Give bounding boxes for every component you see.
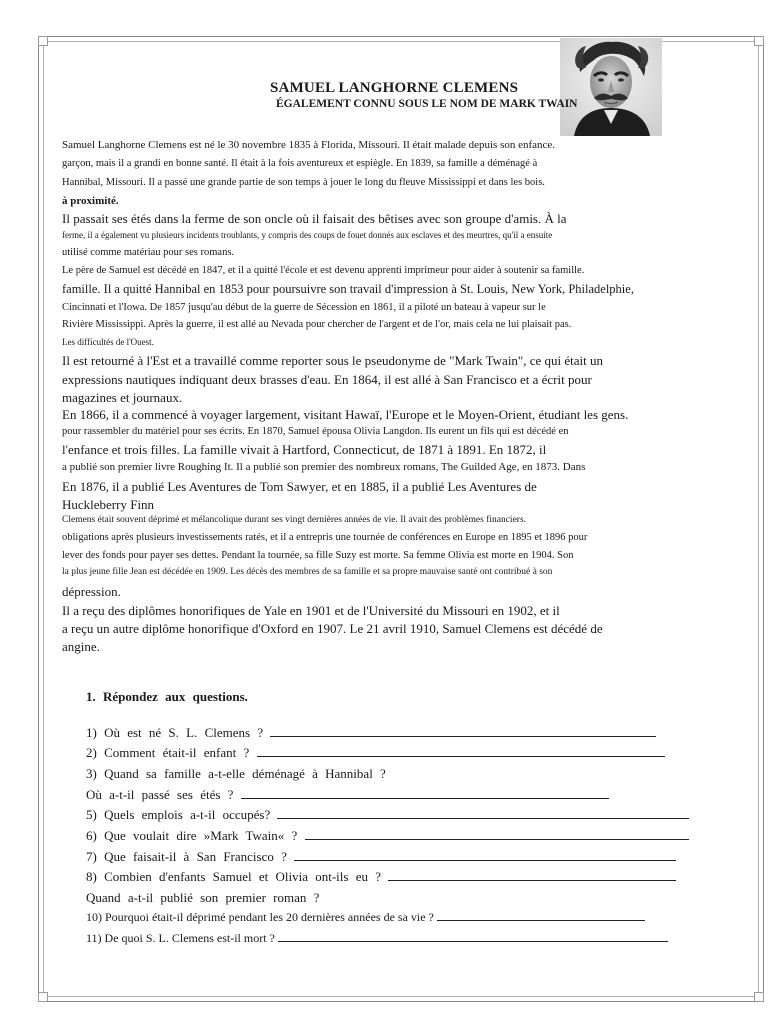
body-line: En 1876, il a publié Les Aventures de Tom Sawyer, et en 1885, il a publié Les Aventures de <box>62 479 537 494</box>
body-line: a publié son premier livre Roughing It. Il a publié son premier des nombreux romans, The Guilded Age, en 1873. Dans <box>62 461 586 473</box>
answer-blank[interactable] <box>294 850 676 861</box>
mark-twain-portrait <box>560 38 662 136</box>
body-line: Huckleberry Finn <box>62 497 155 512</box>
question-10 <box>86 910 645 925</box>
body-line: Le père de Samuel est décédé en 1847, et il a quitté l'école et est devenu apprenti imprimeur pour aider à soutenir sa famille. <box>62 265 585 276</box>
body-line: Hannibal, Missouri. Il a passé une grande partie de son temps à jouer le long du fleuve Mississippi et dans les bois. <box>62 177 545 188</box>
question-11 <box>86 931 668 946</box>
question-4 <box>86 787 609 803</box>
body-line: Les difficultés de l'Ouest. <box>62 337 154 347</box>
body-line: expressions nautiques indiquant deux brasses d'eau. En 1864, il est allé à San Francisco et a écrit pour <box>62 372 592 387</box>
border-corner <box>754 992 764 1002</box>
answer-blank[interactable] <box>241 788 609 799</box>
question-8 <box>86 869 676 885</box>
question-7 <box>86 849 676 865</box>
body-line: à proximité. <box>62 195 119 207</box>
body-line: En 1866, il a commencé à voyager largement, visitant Hawaï, l'Europe et le Moyen-Orient, étudiant les gens. <box>62 407 629 422</box>
body-line: Il a reçu des diplômes honorifiques de Yale en 1901 et de l'Université du Missouri en 1902, et il <box>62 603 560 618</box>
answer-blank[interactable] <box>270 726 656 737</box>
question-text: 1) Où est né S. L. Clemens ? <box>86 725 264 740</box>
body-line: angine. <box>62 639 100 654</box>
answer-blank[interactable] <box>388 870 676 881</box>
question-text: 6) Que voulait dire »Mark Twain« ? <box>86 828 298 843</box>
exercise-heading: 1. Répondez aux questions. <box>86 689 248 704</box>
question-text: 8) Combien d'enfants Samuel et Olivia ont-ils eu ? <box>86 869 382 884</box>
body-line: Samuel Langhorne Clemens est né le 30 novembre 1835 à Florida, Missouri. Il était malade depuis son enfance. <box>62 139 556 151</box>
question-text: 7) Que faisait-il à San Francisco ? <box>86 849 287 864</box>
question-text: 5) Quels emplois a-t-il occupés? <box>86 807 271 822</box>
body-line: ferme, il a également vu plusieurs incidents troublants, y compris des coups de fouet donnés aux esclaves et des meurtres, qu'il a ensuite <box>62 230 553 240</box>
body-line: a reçu un autre diplôme honorifique d'Oxford en 1907. Le 21 avril 1910, Samuel Clemens est décédé de <box>62 621 603 636</box>
question-9: Quand a-t-il publié son premier roman ? <box>86 890 320 905</box>
question-5 <box>86 807 689 823</box>
body-line: utilisé comme matériau pour ses romans. <box>62 247 235 258</box>
body-line: la plus jeune fille Jean est décédée en 1909. Les décès des membres de sa famille et sa propre mauvaise santé ont contribué à son <box>62 567 553 577</box>
body-line: garçon, mais il a grandi en bonne santé. Il était à la fois aventureux et espiègle. En 1839, sa famille a déménagé à <box>62 158 538 169</box>
body-line: pour rassembler du matériel pour ses écrits. En 1870, Samuel épousa Olivia Langdon. Ils eurent un fils qui est décédé en <box>62 426 569 437</box>
question-text: 11) De quoi S. L. Clemens est-il mort ? <box>86 931 275 945</box>
body-line: Rivière Mississippi. Après la guerre, il est allé au Nevada pour chercher de l'argent et de l'or, mais cela ne lui plaisait pas. <box>62 319 572 330</box>
answer-blank[interactable] <box>277 808 689 819</box>
body-line: Cincinnati et l'Iowa. De 1857 jusqu'au début de la guerre de Sécession en 1861, il a piloté un bateau à vapeur sur le <box>62 302 546 313</box>
border-corner <box>38 36 48 46</box>
answer-blank[interactable] <box>305 829 689 840</box>
question-3: 3) Quand sa famille a-t-elle déménagé à Hannibal ? <box>86 766 386 781</box>
answer-blank[interactable] <box>257 746 665 757</box>
answer-blank[interactable] <box>437 910 645 921</box>
answer-blank[interactable] <box>278 931 668 942</box>
body-line: magazines et journaux. <box>62 390 183 405</box>
body-line: l'enfance et trois filles. La famille vivait à Hartford, Connecticut, de 1871 à 1891. En 1872, il <box>62 442 547 457</box>
question-text: 2) Comment était-il enfant ? <box>86 745 250 760</box>
question-text: 10) Pourquoi était-il déprimé pendant les 20 dernières années de sa vie ? <box>86 910 434 924</box>
question-6 <box>86 828 689 844</box>
body-line: lever des fonds pour payer ses dettes. Pendant la tournée, sa fille Suzy est morte. Sa femme Olivia est morte en 1904. Son <box>62 550 574 561</box>
document-title: SAMUEL LANGHORNE CLEMENS <box>270 80 519 96</box>
body-line: dépression. <box>62 584 121 599</box>
body-line: famille. Il a quitté Hannibal en 1853 pour poursuivre son travail d'impression à St. Louis, New York, Philadelphie, <box>62 282 634 296</box>
question-2 <box>86 745 665 761</box>
question-text: Où a-t-il passé ses étés ? <box>86 787 234 802</box>
border-corner <box>38 992 48 1002</box>
body-line: Il passait ses étés dans la ferme de son oncle où il faisait des bêtises avec son groupe d'amis. À la <box>62 211 567 226</box>
document-subtitle: ÉGALEMENT CONNU SOUS LE NOM DE MARK TWAIN <box>276 98 578 110</box>
body-line: obligations après plusieurs investissements ratés, et il a entrepris une tournée de conférences en Europe en 1895 et 1896 pour <box>62 532 588 543</box>
question-1 <box>86 725 656 741</box>
body-line: Clemens était souvent déprimé et mélancolique durant ses vingt dernières années de vie. Il avait des problèmes financiers. <box>62 515 527 525</box>
body-line: Il est retourné à l'Est et a travaillé comme reporter sous le pseudonyme de "Mark Twain", ce qui était un <box>62 353 604 368</box>
border-corner <box>754 36 764 46</box>
